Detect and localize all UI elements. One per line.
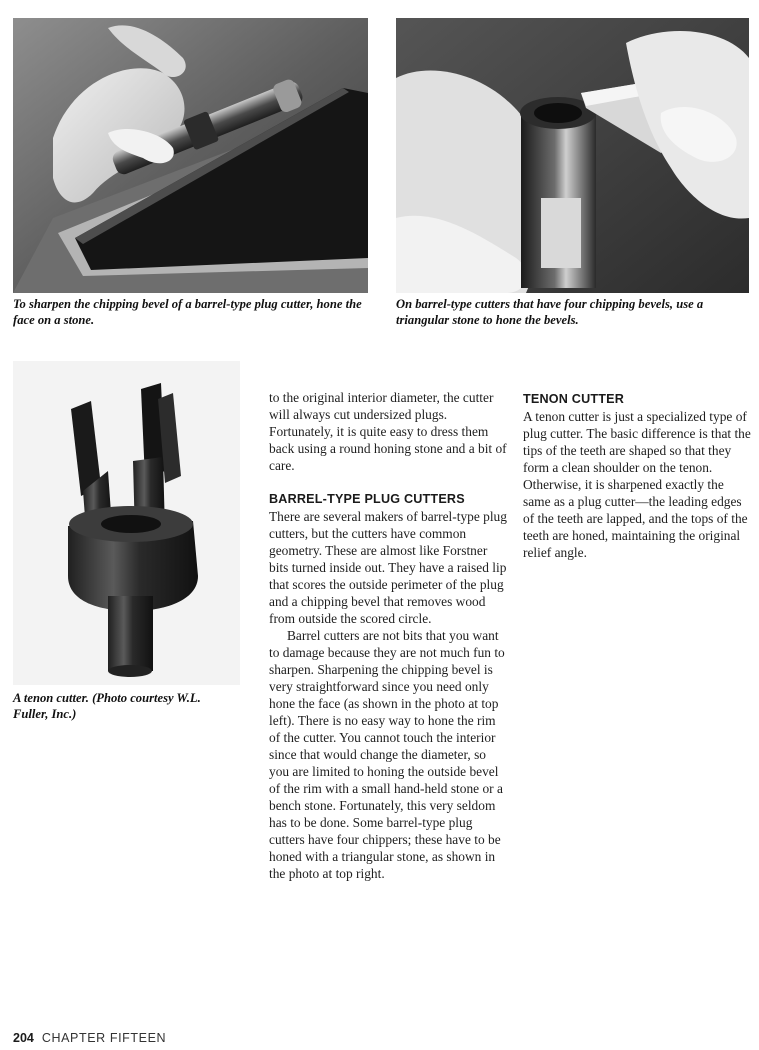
page-number: 204 (13, 1031, 34, 1045)
photo-sharpen-chipping-bevel (13, 18, 368, 293)
heading-barrel-type: BARREL-TYPE PLUG CUTTERS (269, 492, 465, 506)
caption-top-right: On barrel-type cutters that have four chipping bevels, use a triangular stone to hone the bevels. (396, 297, 704, 327)
caption-tenon-cutter: A tenon cutter. (Photo courtesy W.L. Fuller, Inc.) (13, 691, 201, 721)
photo-triangular-stone-honing (396, 18, 749, 293)
column-middle (269, 389, 509, 882)
column-right (523, 391, 751, 561)
barrel-paragraph-1: There are several makers of barrel-type plug cutters, but the cutters have common geometry. These are almost like Forstner bits turned inside out. They have a raised lip that scores the outside perimeter of the plug and a chipping bevel that removes wood from outside the scored circle. (269, 509, 507, 626)
barrel-paragraph-2: Barrel cutters are not bits that you want to damage because they are not much fun to sharpen. Sharpening the chipping bevel is very straightforward since you need only hone the face (as shown in the photo at top left). There is no easy way to hone the rim of the cutter. You cannot touch the interior since that would change the diameter, so you are limited to honing the outside bevel of the rim with a small hand-held stone or a bench stone. Fortunately, this very seldom has to be done. Some barrel-type plug cutters have four chippers; these have to be honed with a triangular stone, as shown in the photo at top right. (269, 628, 505, 881)
caption-top-left: To sharpen the chipping bevel of a barrel-type plug cutter, hone the face on a stone. (13, 297, 362, 327)
page-footer (13, 1031, 166, 1045)
chapter-label: CHAPTER FIFTEEN (41, 1031, 167, 1045)
photo-tenon-cutter (13, 361, 240, 685)
heading-tenon-cutter: TENON CUTTER (523, 392, 625, 406)
tenon-paragraph: A tenon cutter is just a specialized type of plug cutter. The basic difference is that the tips of the teeth are shaped so that they form a clean shoulder on the tenon. Otherwise, it is sharpened exactly the same as a plug cutter—the leading edges of the teeth are lapped, and the tops of the teeth are honed, maintaining the original relief angle. (523, 409, 751, 560)
intro-paragraph: to the original interior diameter, the cutter will always cut undersized plugs. Fortunately, it is quite easy to dress them back using a round honing stone and a bit of care. (269, 390, 507, 473)
